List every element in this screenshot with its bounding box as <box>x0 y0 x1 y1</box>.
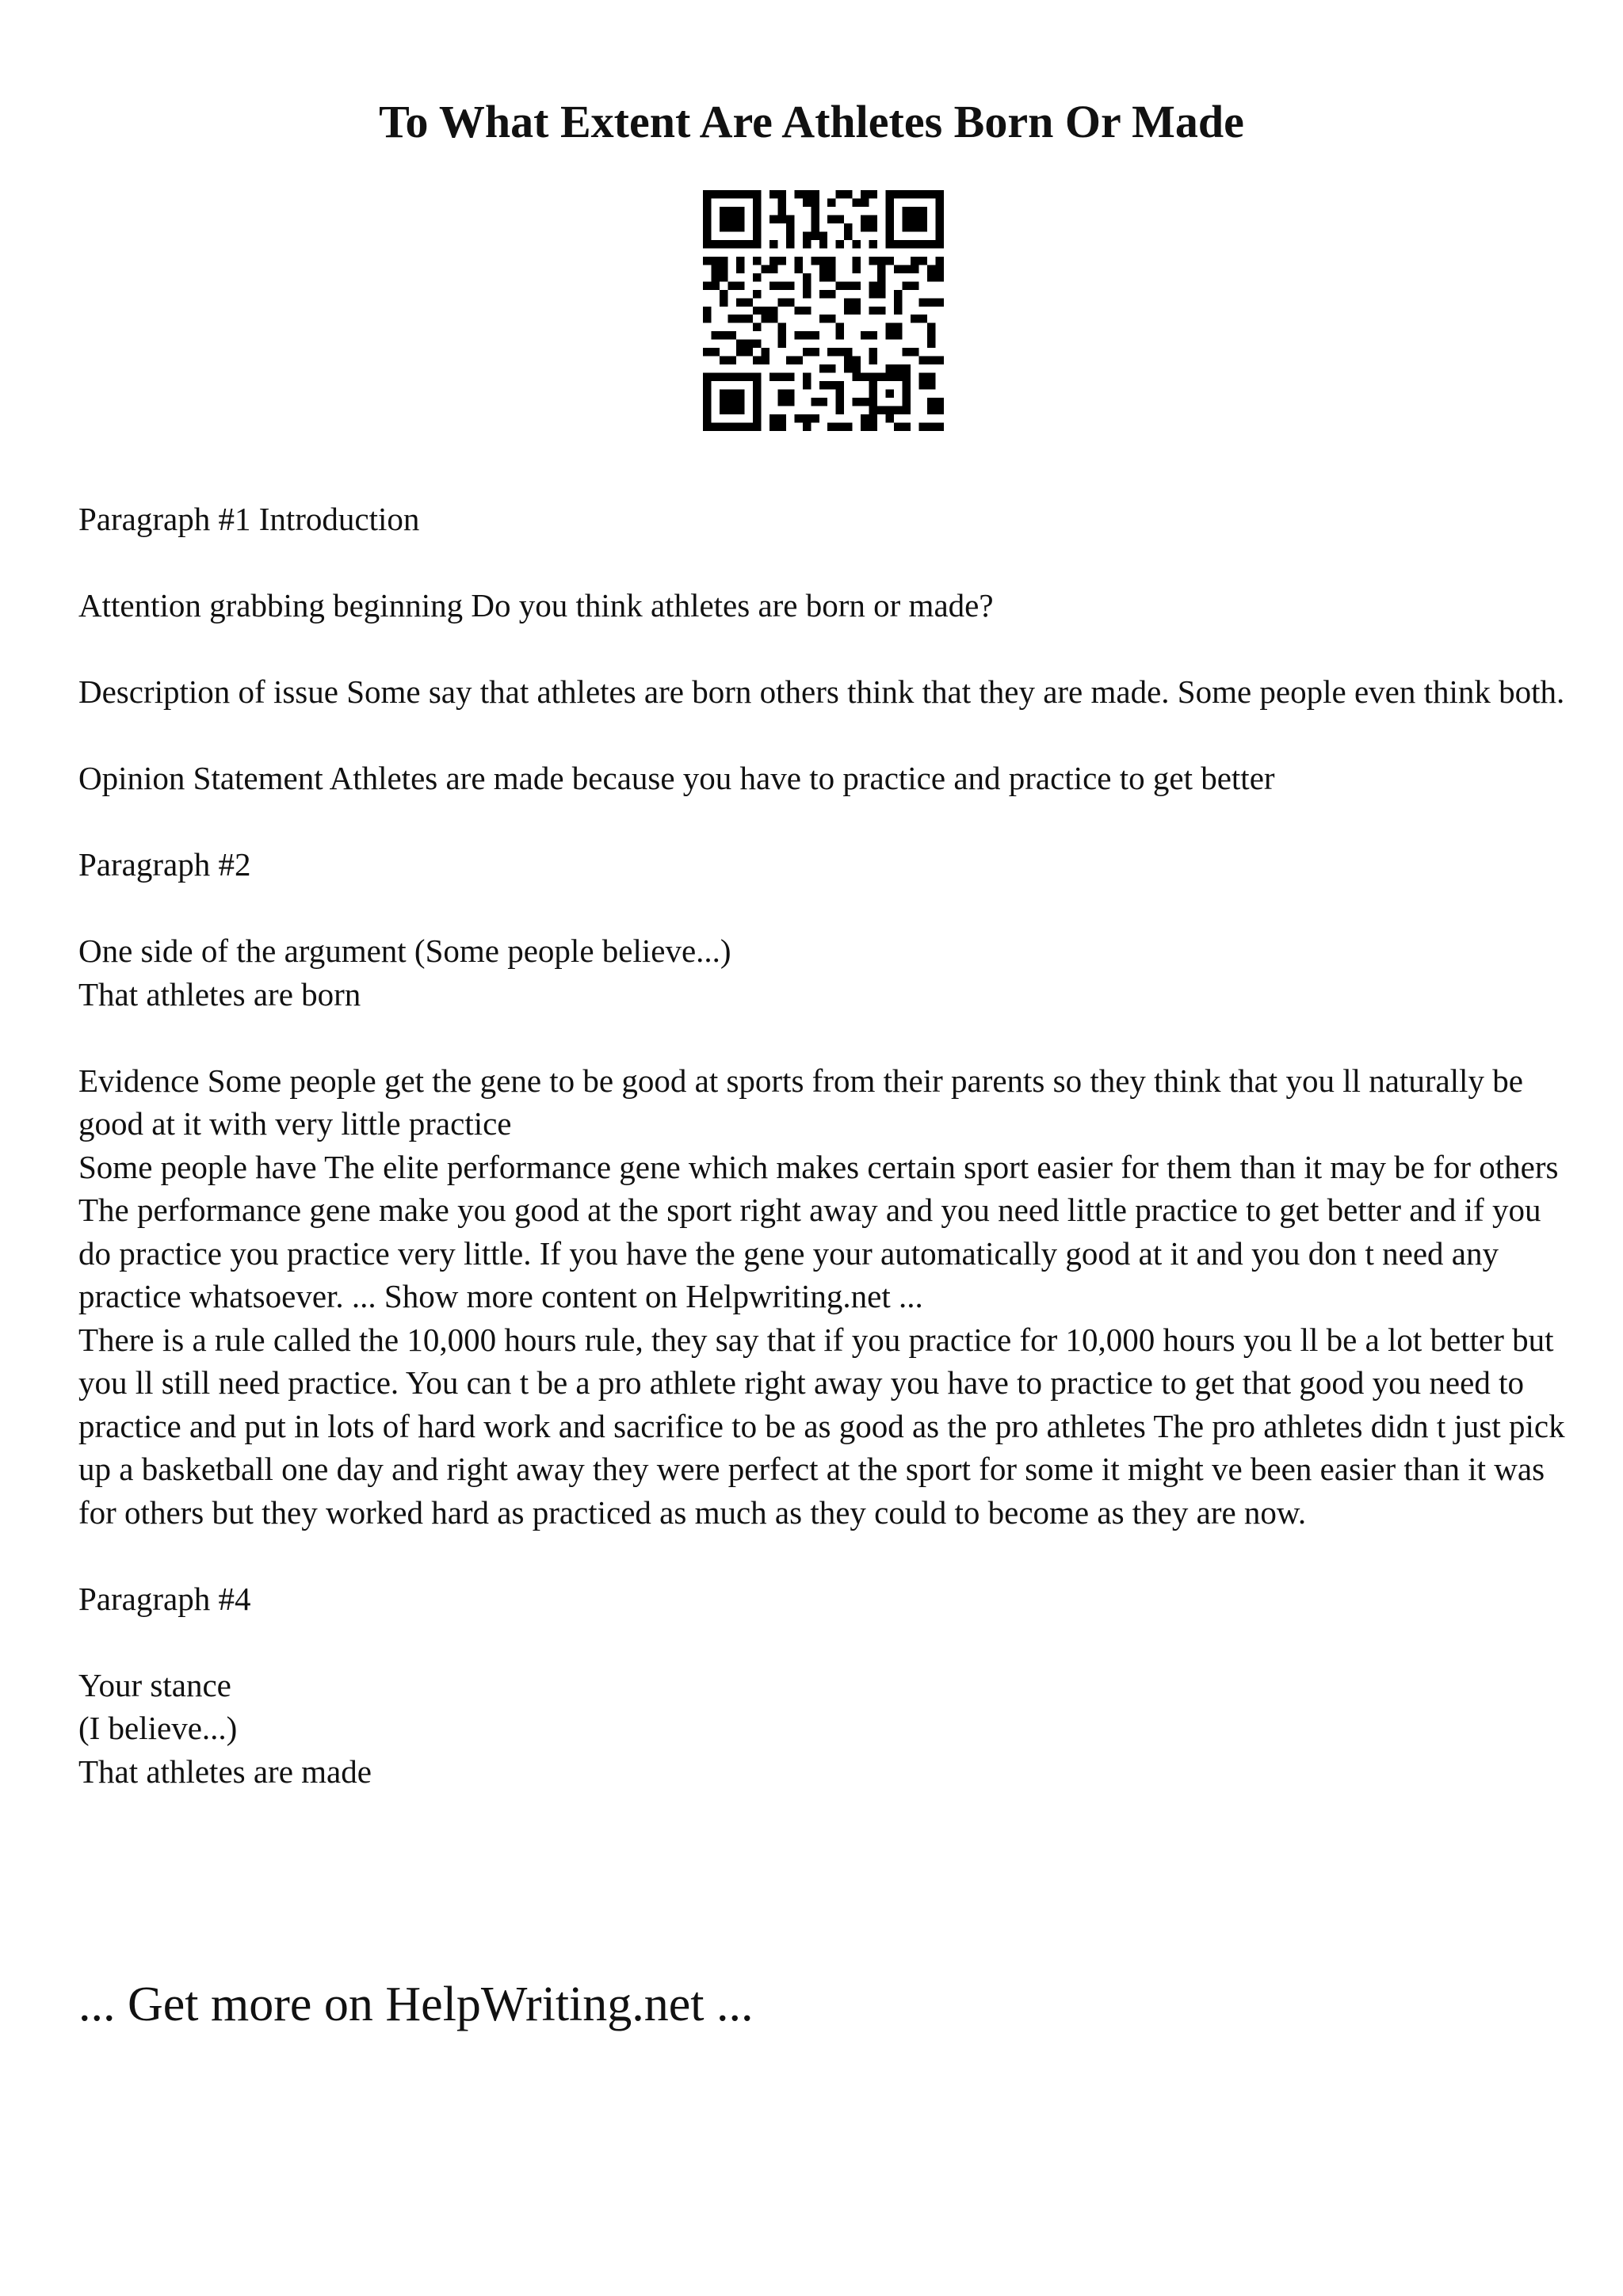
one-side-line: That athletes are born <box>78 975 361 1013</box>
paragraph1-heading: Paragraph #1 Introduction <box>78 501 420 537</box>
stance-line: That athletes are made <box>78 1753 372 1790</box>
document-title: To What Extent Are Athletes Born Or Made <box>379 96 1244 147</box>
stance-line: Your stance <box>78 1666 231 1703</box>
document-body <box>78 498 1568 1836</box>
one-side-block <box>78 929 1568 1016</box>
description-text: Description of issue Some say that athletes are born others think that they are made. Some people even think both. <box>78 673 1565 710</box>
stance-line: (I believe...) <box>78 1710 238 1746</box>
evidence-line: Some people have The elite performance gene which makes certain sport easier for them than it may be for others <box>78 1148 1559 1185</box>
attention-text: Attention grabbing beginning Do you think athletes are born or made? <box>78 587 994 624</box>
evidence-line: Evidence Some people get the gene to be good at sports from their parents so they think that you ll naturally be good at it with very little practice <box>78 1062 1523 1142</box>
paragraph2-heading: Paragraph #2 <box>78 846 251 883</box>
get-more-link[interactable]: ... Get more on HelpWriting.net ... <box>78 1978 754 2031</box>
opinion-text: Opinion Statement Athletes are made because you have to practice and practice to get better <box>78 760 1275 796</box>
qr-code-icon <box>703 190 944 431</box>
paragraph4-heading: Paragraph #4 <box>78 1580 251 1617</box>
one-side-line: One side of the argument (Some people believe...) <box>78 933 731 969</box>
evidence-block <box>78 1059 1568 1535</box>
stance-block <box>78 1664 1568 1794</box>
evidence-line: The performance gene make you good at the sport right away and you need little practice to get better and if you do practice you practice very little. If you have the gene your automatically good at it and you don t need any practice whatsoever. ... Show more content on Helpwriting.net ... <box>78 1192 1541 1314</box>
evidence-line: There is a rule called the 10,000 hours rule, they say that if you practice for 10,000 hours you ll be a lot better but you ll still need practice. You can t be a pro athlete right away you have to practice to get that good you need to practice and put in lots of hard work and sacrifice to be as good as the pro athletes The pro athletes didn t just pick up a basketball one day and right away they were perfect at the sport for some it might ve been easier than it was for others but they worked hard as practiced as much as they could to become as they are now. <box>78 1321 1565 1531</box>
